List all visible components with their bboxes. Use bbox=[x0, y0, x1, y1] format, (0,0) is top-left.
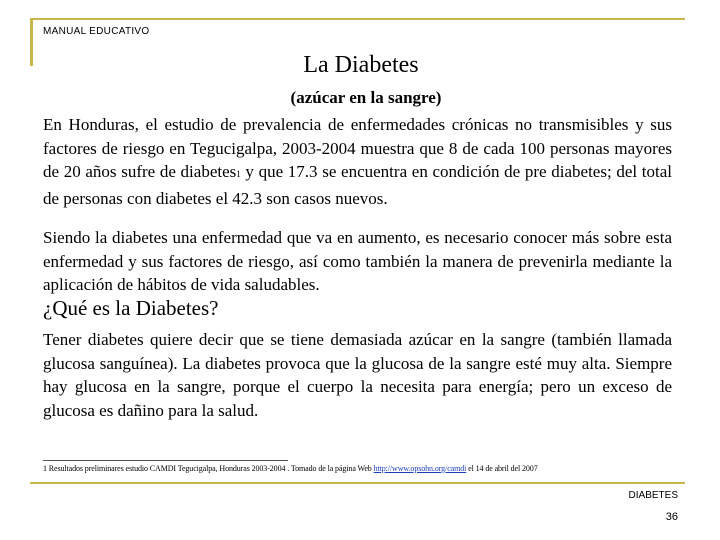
footer-label: DIABETES bbox=[628, 490, 678, 501]
footnote-reference[interactable]: 1 bbox=[236, 169, 241, 179]
second-paragraph: Siendo la diabetes una enfermedad que va en aumento, es necesario conocer más sobre esta enfermedad y sus factores de riesgo, así como también la manera de prevenirla mediante la aplicación de hábitos de vida saludables. bbox=[43, 228, 672, 294]
intro-paragraph bbox=[43, 113, 672, 210]
section-paragraph: Tener diabetes quiere decir que se tiene demasiada azúcar en la sangre (también llamada glucosa sanguínea). La diabetes provoca que la glucosa de la sangre esté muy alta. Siempre hay glucosa en la sangre, porque el cuerpo la necesita para energía; pero un exceso de glucosa es dañino para la salud. bbox=[43, 330, 672, 420]
footnote-suffix: el 14 de abril del 2007 bbox=[466, 464, 538, 473]
footnote-divider bbox=[43, 460, 288, 461]
intro-text-after: y que 17.3 se encuentra en condición de pre diabetes; del total de personas con diabetes el 42.3 son casos nuevos. bbox=[43, 162, 673, 208]
top-border-line bbox=[30, 18, 685, 20]
bottom-border-line bbox=[30, 482, 685, 484]
intro-text-before: En Honduras, el estudio de prevalencia de enfermedades crónicas no transmisibles y sus factores de riesgo en Tegucigalpa, 2003-2004 muestra que 8 de cada 100 personas mayores de 20 años sufre de diabetes bbox=[43, 115, 672, 181]
footnote-prefix: 1 Resultados preliminares estudio CAMDI Tegucigalpa, Honduras 2003-2004 . Tomado de la página Web bbox=[43, 464, 374, 473]
page-subtitle: (azúcar en la sangre) bbox=[290, 88, 442, 107]
page-number: 36 bbox=[665, 511, 678, 523]
footnote bbox=[43, 464, 538, 473]
page-title: La Diabetes bbox=[303, 52, 419, 78]
header-label: MANUAL EDUCATIVO bbox=[43, 26, 150, 37]
section-heading: ¿Qué es la Diabetes? bbox=[43, 296, 219, 320]
footnote-link[interactable]: http://www.opsohn.org/camdi bbox=[373, 464, 467, 473]
